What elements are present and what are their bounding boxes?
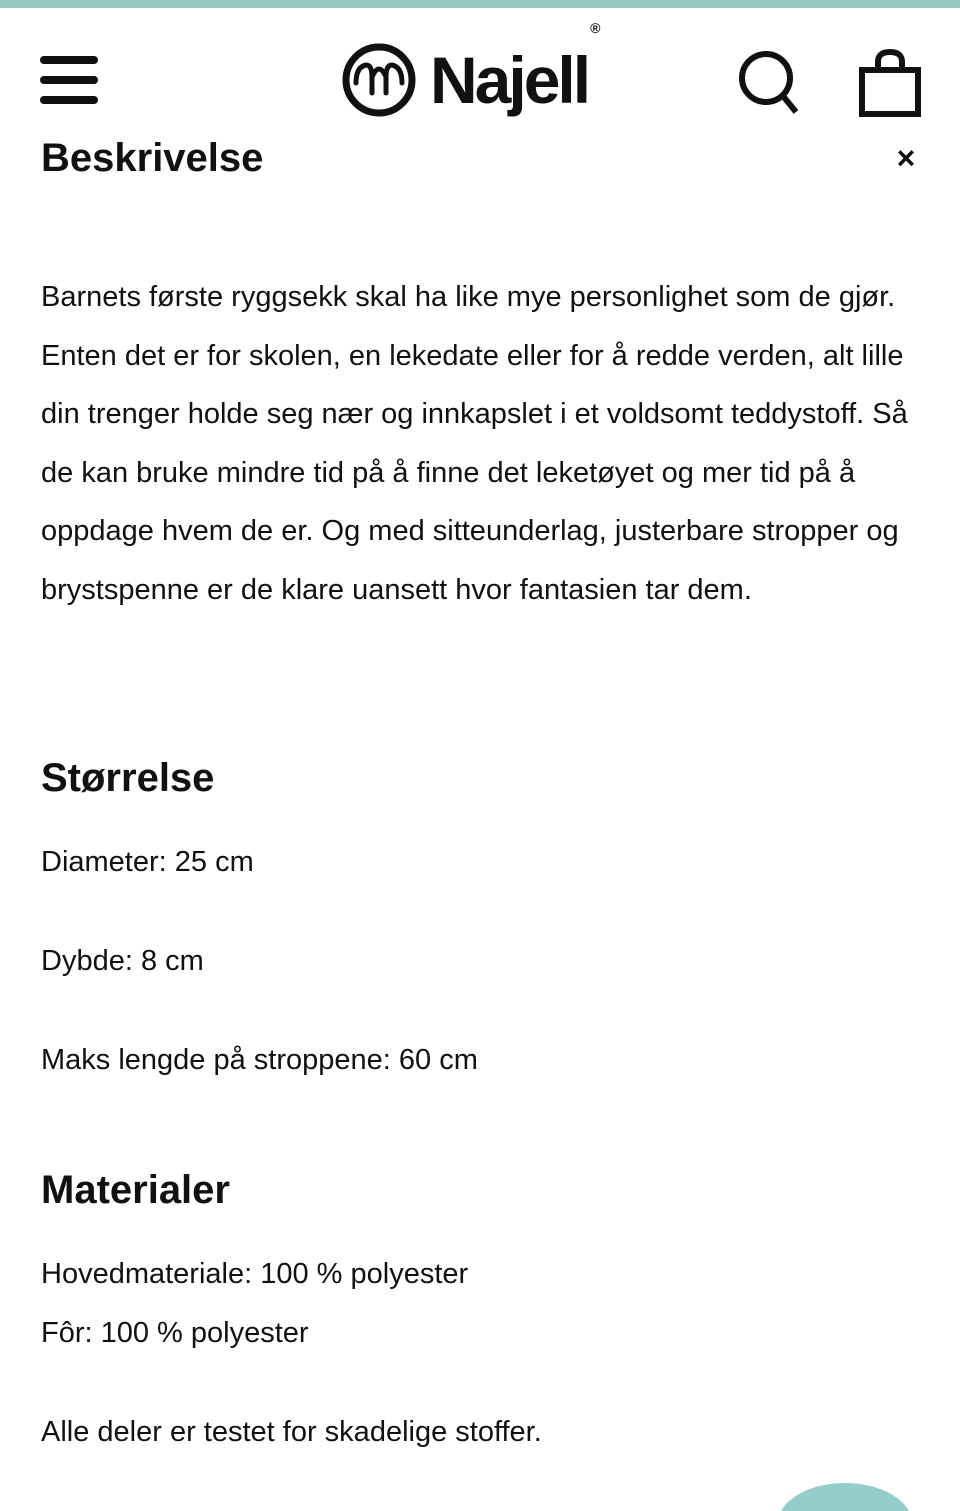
- top-accent-bar: [0, 0, 960, 8]
- material-main: Hovedmateriale: 100 % polyester: [41, 1258, 469, 1290]
- description-title: Beskrivelse: [41, 136, 264, 180]
- menu-line: [40, 96, 98, 104]
- hamburger-menu-icon[interactable]: [40, 56, 98, 104]
- material-lining: Fôr: 100 % polyester: [41, 1317, 309, 1349]
- size-title: Størrelse: [41, 756, 215, 800]
- materials-note: Alle deler er testet for skadelige stoffer.: [41, 1416, 542, 1448]
- size-depth: Dybde: 8 cm: [41, 945, 204, 977]
- menu-line: [40, 76, 98, 84]
- search-icon[interactable]: [738, 50, 802, 114]
- chat-bubble-icon[interactable]: [778, 1483, 912, 1511]
- menu-line: [40, 56, 98, 64]
- close-icon[interactable]: ×: [896, 140, 916, 176]
- description-body: Barnets første ryggsekk skal ha like mye personlighet som de gjør. Enten det er for skolen, en lekedate eller for å redde verden, alt lille din trenger holde seg nær og innkapslet i et voldsomt teddystoff. Så de kan bruke mindre tid på å finne det leketøyet og mer tid på å oppdage hvem de er. Og med sitteunderlag, justerbare stropper og brystspenne er de klare uansett hvor fantasien tar dem.: [41, 281, 908, 606]
- site-header: [0, 8, 960, 128]
- najell-logo[interactable]: [342, 20, 601, 122]
- shopping-bag-icon[interactable]: [858, 48, 922, 118]
- materials-title: Materialer: [41, 1168, 230, 1212]
- logo-mark-icon: [342, 43, 416, 117]
- size-strap-length: Maks lengde på stroppene: 60 cm: [41, 1044, 478, 1076]
- size-diameter: Diameter: 25 cm: [41, 846, 254, 878]
- logo-wordmark: Najell®: [430, 20, 601, 117]
